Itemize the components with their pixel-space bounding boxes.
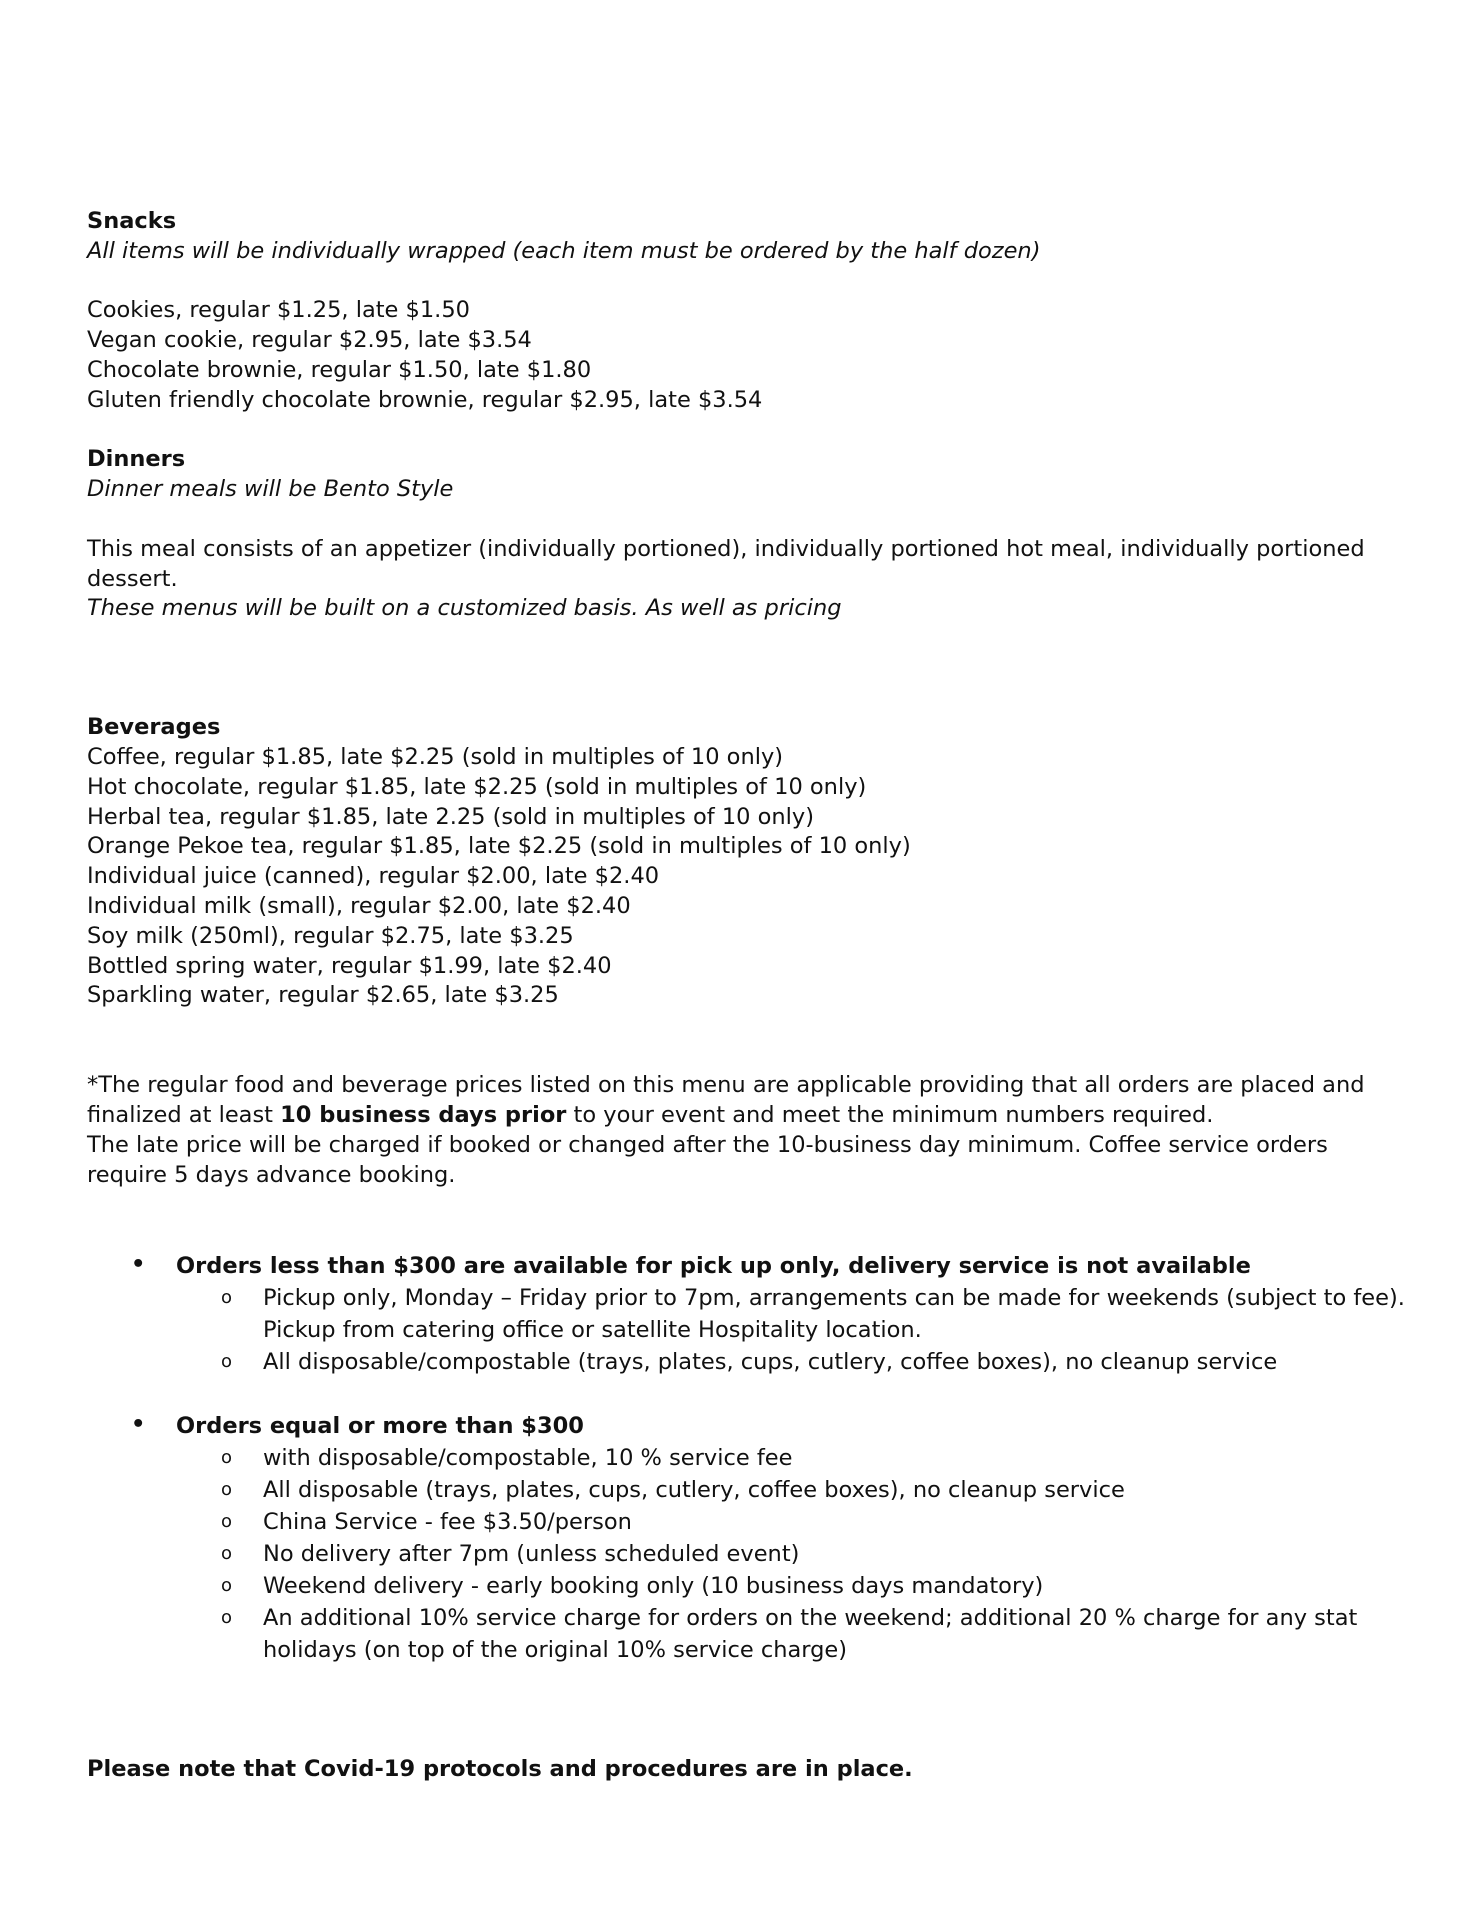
snack-item: Cookies, regular $1.25, late $1.50 xyxy=(87,297,470,324)
policy-item xyxy=(87,1410,1407,1666)
policy-title: Orders equal or more than $300 xyxy=(176,1413,584,1440)
beverage-item: Herbal tea, regular $1.85, late 2.25 (sold in multiples of 10 only) xyxy=(87,803,815,830)
snack-item: Chocolate brownie, regular $1.50, late $1.80 xyxy=(87,356,592,383)
policy-subitem: o Pickup only, Monday – Friday prior to 7pm, arrangements can be made for weekends (subject to fee). Pickup from catering office or satellite Hospitality location. xyxy=(176,1282,1407,1346)
pricing-note-part2: to your event and meet the minimum numbers required. xyxy=(566,1101,1214,1128)
policy-title: Orders less than $300 are available for pick up only, delivery service is not available xyxy=(176,1253,1251,1280)
snacks-subtitle: All items will be individually wrapped (each item must be ordered by the half dozen) xyxy=(87,237,1041,264)
beverages-section xyxy=(87,713,1407,1011)
pricing-note-part1: *The regular food and beverage prices listed on this menu are applicable providing that all orders are placed and finalized at least xyxy=(87,1072,1365,1128)
snacks-section xyxy=(87,207,1407,416)
late-price-note: The late price will be charged if booked or changed after the 10-business day minimum. Coffee service orders require 5 days advance booking. xyxy=(87,1131,1328,1188)
policy-sublist xyxy=(176,1282,1407,1378)
document-page xyxy=(87,207,1407,1785)
circle-bullet-icon: o xyxy=(221,1479,233,1501)
policy-list xyxy=(87,1250,1407,1666)
beverage-item: Soy milk (250ml), regular $2.75, late $3.25 xyxy=(87,922,574,949)
snacks-heading: Snacks xyxy=(87,208,177,234)
beverage-item: Orange Pekoe tea, regular $1.85, late $2.25 (sold in multiples of 10 only) xyxy=(87,833,911,860)
beverage-item: Individual juice (canned), regular $2.00, late $2.40 xyxy=(87,863,660,890)
pricing-note xyxy=(87,1071,1407,1131)
circle-bullet-icon: o xyxy=(221,1543,233,1565)
policy-subitem: o No delivery after 7pm (unless scheduled event) xyxy=(176,1538,1407,1570)
policy-subitem: o All disposable (trays, plates, cups, cutlery, coffee boxes), no cleanup service xyxy=(176,1474,1407,1506)
dinners-heading: Dinners xyxy=(87,446,186,473)
policy-item xyxy=(87,1250,1407,1378)
dinners-note: These menus will be built on a customized basis. As well as pricing xyxy=(87,595,842,622)
beverage-item: Individual milk (small), regular $2.00, late $2.40 xyxy=(87,892,631,919)
beverages-heading: Beverages xyxy=(87,714,221,741)
circle-bullet-icon: o xyxy=(221,1575,233,1597)
dinners-description: This meal consists of an appetizer (individually portioned), individually portioned hot meal, individually portioned dessert. xyxy=(87,535,1365,592)
circle-bullet-icon: o xyxy=(221,1287,233,1309)
beverage-item: Bottled spring water, regular $1.99, late $2.40 xyxy=(87,952,612,979)
circle-bullet-icon: o xyxy=(221,1511,233,1533)
policy-subitem: o An additional 10% service charge for orders on the weekend; additional 20 % charge for any stat holidays (on top of the original 10% service charge) xyxy=(176,1602,1407,1666)
pricing-note-bold: 10 business days prior xyxy=(280,1101,567,1128)
bullet-icon: • xyxy=(131,1251,146,1278)
policy-sublist xyxy=(176,1442,1407,1666)
policy-subitem: o with disposable/compostable, 10 % service fee xyxy=(176,1442,1407,1474)
dinners-subtitle: Dinner meals will be Bento Style xyxy=(87,476,454,503)
bullet-icon: • xyxy=(131,1411,146,1438)
circle-bullet-icon: o xyxy=(221,1607,233,1629)
snack-item: Vegan cookie, regular $2.95, late $3.54 xyxy=(87,327,532,354)
covid-note: Please note that Covid-19 protocols and procedures are in place. xyxy=(87,1756,913,1783)
pricing-note-section xyxy=(87,1071,1407,1190)
beverage-item: Coffee, regular $1.85, late $2.25 (sold in multiples of 10 only) xyxy=(87,743,784,770)
dinners-section xyxy=(87,445,1407,624)
policy-subitem: o All disposable/compostable (trays, plates, cups, cutlery, coffee boxes), no cleanup service xyxy=(176,1346,1407,1378)
circle-bullet-icon: o xyxy=(221,1351,233,1373)
snack-item: Gluten friendly chocolate brownie, regular $2.95, late $3.54 xyxy=(87,386,763,413)
beverage-item: Hot chocolate, regular $1.85, late $2.25 (sold in multiples of 10 only) xyxy=(87,773,867,800)
policy-subitem: o Weekend delivery - early booking only (10 business days mandatory) xyxy=(176,1570,1407,1602)
beverage-item: Sparkling water, regular $2.65, late $3.25 xyxy=(87,982,559,1009)
policy-subitem: o China Service - fee $3.50/person xyxy=(176,1506,1407,1538)
circle-bullet-icon: o xyxy=(221,1447,233,1469)
